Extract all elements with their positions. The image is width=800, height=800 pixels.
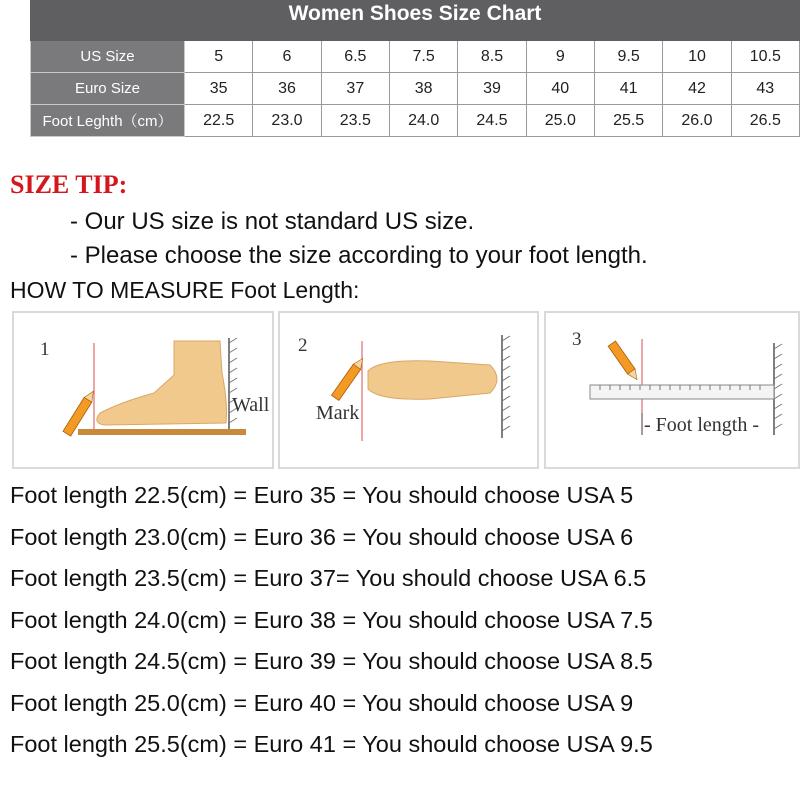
conversion-line: Foot length 23.0(cm) = Euro 36 = You should choose USA 6 bbox=[10, 524, 634, 550]
cell-euro: 38 bbox=[389, 73, 457, 105]
row-foot-length bbox=[31, 105, 800, 137]
tip-line: - Please choose the size according to your foot length. bbox=[70, 242, 648, 269]
cell-euro: 39 bbox=[458, 73, 526, 105]
mark-label: Mark bbox=[316, 402, 360, 424]
conversion-line: Foot length 22.5(cm) = Euro 35 = You should choose USA 5 bbox=[10, 482, 634, 508]
foot-length-label: - Foot length - bbox=[644, 414, 759, 436]
cell-foot: 25.0 bbox=[526, 105, 594, 137]
cell-foot: 24.0 bbox=[389, 105, 457, 137]
cell-euro: 43 bbox=[731, 73, 799, 105]
measure-panel-2 bbox=[278, 311, 539, 469]
wall-label: Wall bbox=[232, 394, 270, 416]
cell-euro: 42 bbox=[663, 73, 731, 105]
cell-us: 7.5 bbox=[389, 41, 457, 73]
row-header-euro-size: Euro Size bbox=[31, 73, 185, 105]
cell-foot: 26.5 bbox=[731, 105, 799, 137]
row-us-size bbox=[31, 41, 800, 73]
cell-euro: 35 bbox=[185, 73, 253, 105]
cell-foot: 22.5 bbox=[185, 105, 253, 137]
cell-us: 8.5 bbox=[458, 41, 526, 73]
row-euro-size bbox=[31, 73, 800, 105]
cell-euro: 36 bbox=[253, 73, 321, 105]
measure-panel-3 bbox=[544, 311, 800, 469]
size-tip-heading: SIZE TIP: bbox=[10, 170, 128, 199]
cell-us: 9.5 bbox=[594, 41, 662, 73]
cell-foot: 23.0 bbox=[253, 105, 321, 137]
how-to-measure-heading: HOW TO MEASURE Foot Length: bbox=[10, 277, 360, 303]
cell-foot: 26.0 bbox=[663, 105, 731, 137]
conversion-line: Foot length 25.5(cm) = Euro 41 = You should choose USA 9.5 bbox=[10, 731, 653, 757]
ruler-illustration bbox=[546, 313, 800, 469]
chart-title: Women Shoes Size Chart bbox=[31, 1, 800, 41]
conversion-line: Foot length 23.5(cm) = Euro 37= You should choose USA 6.5 bbox=[10, 565, 647, 591]
cell-foot: 23.5 bbox=[321, 105, 389, 137]
foot-wall-illustration bbox=[14, 313, 274, 469]
cell-us: 5 bbox=[185, 41, 253, 73]
conversion-line: Foot length 25.0(cm) = Euro 40 = You should choose USA 9 bbox=[10, 690, 634, 716]
measure-panel-1 bbox=[12, 311, 274, 469]
foot-mark-illustration bbox=[280, 313, 539, 469]
conversion-line: Foot length 24.0(cm) = Euro 38 = You should choose USA 7.5 bbox=[10, 607, 653, 633]
tip-line: - Our US size is not standard US size. bbox=[70, 208, 475, 235]
cell-euro: 37 bbox=[321, 73, 389, 105]
cell-euro: 40 bbox=[526, 73, 594, 105]
size-chart-table bbox=[30, 0, 800, 137]
cell-us: 6.5 bbox=[321, 41, 389, 73]
cell-us: 10 bbox=[663, 41, 731, 73]
row-header-foot-length: Foot Leghth（cm） bbox=[31, 105, 185, 137]
cell-foot: 24.5 bbox=[458, 105, 526, 137]
cell-euro: 41 bbox=[594, 73, 662, 105]
step-number: 1 bbox=[40, 339, 50, 360]
cell-us: 6 bbox=[253, 41, 321, 73]
row-header-us-size: US Size bbox=[31, 41, 185, 73]
step-number: 2 bbox=[298, 335, 308, 356]
step-number: 3 bbox=[572, 329, 582, 350]
cell-us: 10.5 bbox=[731, 41, 799, 73]
cell-foot: 25.5 bbox=[594, 105, 662, 137]
cell-us: 9 bbox=[526, 41, 594, 73]
conversion-line: Foot length 24.5(cm) = Euro 39 = You should choose USA 8.5 bbox=[10, 648, 653, 674]
